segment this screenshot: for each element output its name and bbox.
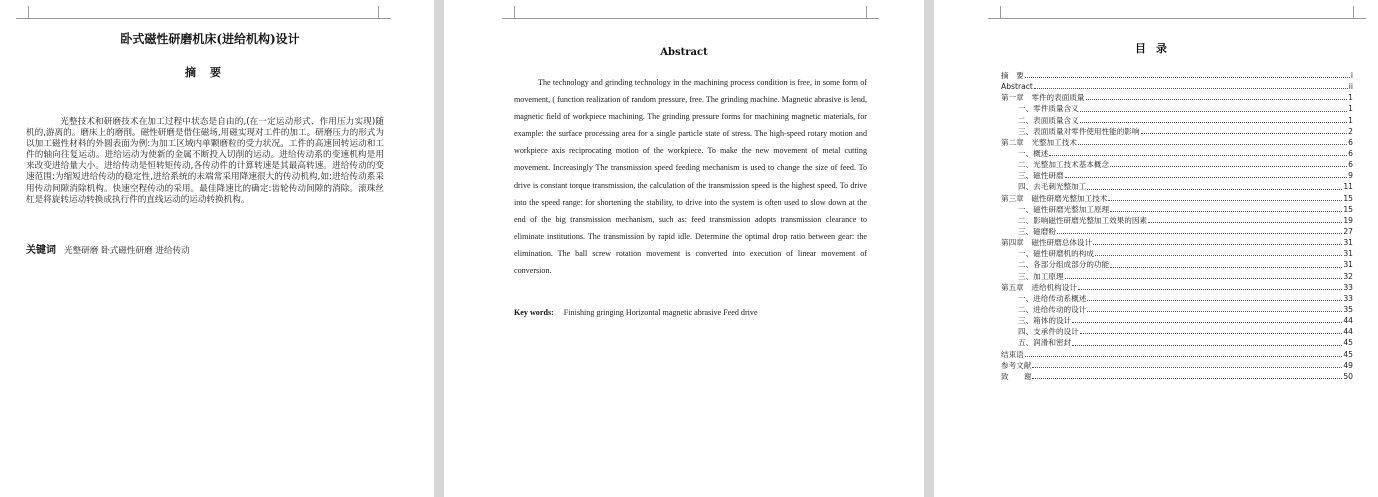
toc-entry-title: 第四章 磁性研磨总体设计 [1001,238,1093,248]
toc-entry-title: 三、磁性研磨 [1018,171,1064,181]
toc-entry-title: 一、进给传动系概述 [1018,293,1087,303]
toc-entry[interactable] [1001,181,1353,192]
toc-dot-leader [1148,222,1342,223]
toc-entry[interactable] [1001,293,1353,304]
keywords-line [514,308,874,317]
toc-entry-title: 第三章 磁性研磨光整加工技术 [1001,193,1108,203]
toc-entry-title: 三、表面质量对零件使用性能的影响 [1018,126,1140,136]
keywords-text: 光整研磨 卧式磁性研磨 进给传动 [64,246,190,256]
toc-entry-title: 二、光整加工技术基本概念 [1018,160,1110,170]
toc-entry-page: 2 [1348,126,1353,136]
toc-entry-page: i [1350,70,1353,80]
toc-entry[interactable] [1001,371,1353,382]
toc-entry-page: 1 [1348,115,1353,125]
toc-entry-page: 6 [1348,160,1353,170]
toc-entry-title: 一、零件质量含义 [1018,104,1079,114]
toc-dot-leader [1110,166,1347,167]
toc-entry-title: 致 谢 [1001,371,1032,381]
keywords-line [26,241,384,256]
toc-entry[interactable] [1001,115,1353,126]
toc-dot-leader [1032,367,1342,368]
toc-dot-leader [1034,88,1348,89]
toc-dot-leader [1057,233,1342,234]
toc-entry-title: 二、进给传动的设计 [1018,304,1087,314]
toc-dot-leader [1025,77,1350,78]
toc-entry[interactable] [1001,193,1353,204]
toc-entry-page: 44 [1343,327,1353,337]
toc-entry-title: 第五章 进给机构设计 [1001,282,1077,292]
abstract-body [514,74,867,279]
toc-dot-leader [1072,345,1342,346]
toc-entry-title: 第一章 零件的表面质量 [1001,93,1085,103]
toc-entry[interactable] [1001,337,1353,348]
toc-entry-title: 二、各部分组成部分的功能 [1018,260,1110,270]
toc-entry-page: 33 [1343,293,1353,303]
toc-entry-page: 27 [1343,226,1353,236]
toc-entry[interactable] [1001,215,1353,226]
abstract-text: 光整技术和研磨技术在加工过程中状态是自由的,(在一定运动形式、作用压力实现)随机的,游离的。磨床上的磨削。磁性研磨是借住磁场,用磁实现对工件的加工。研磨压力的形式为以加工磁性材料的外圆表面为例:为加工区域内单颗磨粒的受力状况。工件的高速回转运动和工件的轴向往复运动。进给运动为使新的金属不断投入切削的运动。进给传动系的变速机构是用来改变进给量大小。进给传动是恒转矩传动,各传动件的计算转速是其最高转速。进给传动的变速范围:为缩短进给传动的稳定性,进给系统的末端常采用降速很大的传动机构,如:进给传动系采用传动间隙消除机构。快速空程传动的采用。最佳降速比的确定:齿轮传动间隙的消除。滚珠丝杠是将旋转运动转换成执行件的直线运动的运动转换机构。 [26,117,384,205]
toc-dot-leader [1078,289,1342,290]
toc-entry-page: ii [1348,82,1353,92]
toc-entry-title: 一、磁性研磨光整加工原理 [1018,204,1110,214]
toc-entry-title: 结束语 [1001,349,1024,359]
keywords-label: Key words: [514,308,554,317]
toc-entry[interactable] [1001,271,1353,282]
toc-entry-page: 45 [1343,349,1353,359]
toc-list [1001,70,1353,382]
toc-entry[interactable] [1001,315,1353,326]
toc-entry[interactable] [1001,137,1353,148]
toc-entry-title: 三、磁磨粉 [1018,226,1056,236]
toc-dot-leader [1080,122,1347,123]
toc-entry-title: 四、去毛刺光整加工 [1018,182,1087,192]
toc-entry-page: 31 [1343,238,1353,248]
toc-entry-page: 6 [1348,137,1353,147]
toc-dot-leader [1065,177,1348,178]
abstract-heading: Abstract [660,47,708,58]
toc-dot-leader [1086,99,1348,100]
toc-dot-leader [1049,155,1347,156]
toc-entry[interactable] [1001,349,1353,360]
toc-entry-page: 1 [1348,93,1353,103]
toc-dot-leader [1110,267,1342,268]
toc-dot-leader [1095,255,1342,256]
toc-dot-leader [1072,322,1342,323]
toc-dot-leader [1078,144,1347,145]
toc-entry-title: 参考文献 [1001,360,1032,370]
toc-entry[interactable] [1001,204,1353,215]
page-english-abstract [444,0,924,497]
toc-dot-leader [1087,311,1342,312]
toc-dot-leader [1108,200,1342,201]
margin-line [1000,18,1353,19]
toc-entry[interactable] [1001,248,1353,259]
toc-dot-leader [1080,111,1347,112]
toc-entry-title: 三、加工原理 [1018,271,1064,281]
toc-entry-title: Abstract [1001,82,1033,92]
toc-entry-page: 31 [1343,260,1353,270]
toc-entry-title: 二、影响磁性研磨光整加工效果的因素 [1018,215,1148,225]
toc-entry-page: 35 [1343,304,1353,314]
toc-dot-leader [1032,378,1342,379]
toc-entry[interactable] [1001,103,1353,114]
toc-entry[interactable] [1001,259,1353,270]
abstract-text: The technology and grinding technology in the machining process condition is free, in some form of movement, ( function realization of random pressure, free. The grinding machine. Magnetic abrasive is lend, magnetic field of workpiece machining. The grinding pressure forms for machining magnetic materials, for example: the surface processing area for a single particle state of stress. The high-speed rotary motion and workpiece axis reciprocating motion of the workpiece. To make the new movement of metal cutting movement. Increasingly The transmission speed feeding mechanism is used to change the size of feed. To drive is constant torque transmission, the calculation of the transmission speed is the highest speed. To drive into the speed range: for shortening the stability, to drive into the system is often used to slow down at the end of the big transmission mechanism, such as: feed transmission adopts transmission clearance to eliminate institutions. The transmission by rapid idle. Determine the optimal drop ratio between gear: the elimination. The ball screw rotation movement is converted into execution of linear movement of conversion. [514,78,867,276]
toc-entry-page: 32 [1343,271,1353,281]
toc-entry-page: 33 [1343,282,1353,292]
margin-mark-top-right [866,6,879,19]
toc-entry[interactable] [1001,159,1353,170]
keywords-label: 关键词 [26,245,56,256]
toc-entry-page: 50 [1343,371,1353,381]
toc-dot-leader [1141,133,1348,134]
margin-line [28,18,378,19]
toc-dot-leader [1087,189,1342,190]
toc-entry[interactable] [1001,237,1353,248]
abstract-heading: 摘要 [185,66,235,79]
toc-entry[interactable] [1001,282,1353,293]
toc-entry-title: 二、表面质量含义 [1018,115,1079,125]
page-chinese-abstract [0,0,434,497]
toc-entry[interactable] [1001,170,1353,181]
toc-entry[interactable] [1001,81,1353,92]
toc-entry-title: 摘 要 [1001,70,1024,80]
toc-entry-title: 第二章 光整加工技术 [1001,137,1077,147]
toc-entry-title: 一、磁性研磨机的构成 [1018,249,1094,259]
abstract-body [26,117,384,206]
toc-entry[interactable] [1001,148,1353,159]
toc-entry-page: 44 [1343,316,1353,326]
toc-entry-page: 19 [1343,215,1353,225]
toc-entry-page: 31 [1343,249,1353,259]
margin-mark-top-right [378,6,391,19]
toc-dot-leader [1080,333,1343,334]
toc-dot-leader [1110,211,1342,212]
keywords-text: Finishing gringing Horizontal magnetic abrasive Feed drive [563,308,758,317]
toc-entry-title: 五、润滑和密封 [1018,338,1072,348]
toc-entry-page: 15 [1343,193,1353,203]
toc-entry-page: 15 [1343,204,1353,214]
toc-entry-page: 49 [1343,360,1353,370]
toc-entry-page: 45 [1343,338,1353,348]
toc-entry-page: 11 [1343,182,1353,192]
toc-entry-title: 四、支承件的设计 [1018,327,1079,337]
toc-entry-page: 6 [1348,148,1353,158]
toc-entry-title: 三、箱体的设计 [1018,316,1072,326]
toc-entry-title: 一、概述 [1018,148,1049,158]
toc-dot-leader [1093,244,1342,245]
toc-entry[interactable] [1001,360,1353,371]
toc-entry-page: 1 [1348,104,1353,114]
toc-dot-leader [1025,356,1343,357]
page-table-of-contents [934,0,1378,497]
toc-entry[interactable] [1001,70,1353,81]
toc-entry[interactable] [1001,126,1353,137]
toc-dot-leader [1087,300,1342,301]
toc-entry[interactable] [1001,226,1353,237]
toc-entry[interactable] [1001,326,1353,337]
margin-mark-top-right [1353,6,1366,19]
toc-entry[interactable] [1001,92,1353,103]
toc-dot-leader [1065,278,1343,279]
margin-line [514,18,866,19]
toc-entry-page: 9 [1348,171,1353,181]
toc-heading: 目录 [1135,42,1177,55]
toc-entry[interactable] [1001,304,1353,315]
document-title: 卧式磁性研磨机床(进给机构)设计 [120,32,300,46]
